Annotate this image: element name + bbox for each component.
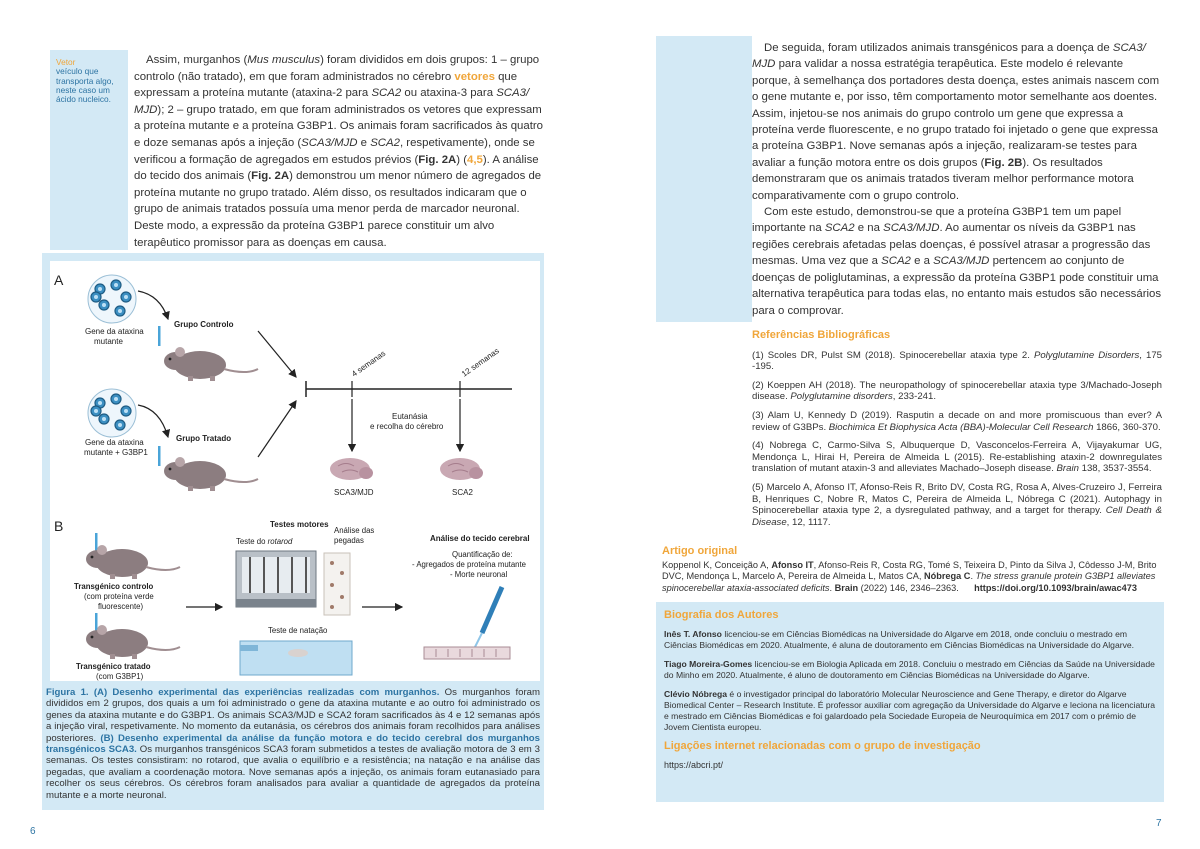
mouse-icon <box>86 545 180 579</box>
references-section <box>752 330 1162 535</box>
fig-ref: Fig. 2A <box>418 153 457 166</box>
virus-cluster-icon <box>88 389 136 437</box>
svg-text:Teste do rotarod: Teste do rotarod <box>236 537 293 546</box>
svg-text:Gene da ataxinamutante: Gene da ataxina mutante <box>85 327 144 346</box>
author-bio: Inês T. Afonso licenciou-se em Ciências Biomédicas na Universidade do Algarve em 2018, onde concluiu o mestrado em Ciências Biomédicas em 2020. Atualmente, é aluna de doutoramento em Ciências Biomédicas na Universidade do Algarve. <box>664 629 1135 650</box>
week-12-label: 12 semanas <box>459 346 501 379</box>
figure-box <box>42 253 544 810</box>
doi-link[interactable]: https://doi.org/10.1093/brain/awac473 <box>974 582 1137 593</box>
testes-motores-label: Testes motores <box>270 520 329 529</box>
author-bio: Clévio Nóbrega é o investigador principal do laboratório Molecular Neuroscience and Gene Therapy, e diretor do Algarve Biomedical Center – Research Institute. É professor auxiliar com agregação da Universidade do Algarve e leciona na licenciatura e mestrado em Ciências Biomédicas e foi galardoado pela Sociedade Europeia de Neuroquímica em 2017 com o prémio de Jovem Cientista europeu. <box>664 689 1156 732</box>
syringe-icon <box>158 446 161 466</box>
week-4-label: 4 semanas <box>349 348 388 379</box>
author-bio-box <box>656 602 1164 802</box>
intro-text: Assim, murganhos (Mus musculus) foram divididos em dois grupos: 1 – grupo controlo (não tratado), em que foram administrados no cérebro vetores que expressam a proteína mutante (ataxina-2 para SCA2 ou ataxina-3 para SCA3/ MJD); 2 – grupo tratado, em que foram administrados os vetores que expressam a proteína mutante e a proteína G3BP1. Os animais foram sacrificados às quatro e doze semanas após a injeção (SCA3/MJD e SCA2, respetivamente), onde se verificou a formação de agregados em estudos prévios (Fig. 2A) (4,5). A análise do tecido dos animais (Fig. 2A) demonstrou um menor número de agregados de proteína mutante no grupo tratado. Além disso, os resultados indicaram que o grupo de animais tratados possuía uma menor perda de marcador neuronal. Deste modo, a expressão da proteína G3BP1 parece constituir um alvo terapêutico promissor para as doenças em causa. <box>134 54 544 249</box>
swim-tank-icon <box>240 641 352 675</box>
group-website-link[interactable]: https://abcri.pt/ <box>664 760 724 770</box>
reference-item: (5) Marcelo A, Afonso IT, Afonso-Reis R, Brito DV, Costa RG, Rosa A, Alves-Cruzeiro J, Ferreira B, Henriques C, Nobre R, Matos C, Pereira de Almeida L, Nóbrega C (2021). Autophagy in Spinocerebellar ataxia type 2, a dysregulated pathway, and a target for therapy. Cell Death & Disease, 12, 1117. <box>752 481 1163 528</box>
bio-title: Biografia dos Autores <box>664 609 779 621</box>
brain-icon <box>330 458 373 480</box>
svg-text:(com G3BP1): (com G3BP1) <box>96 672 144 681</box>
page-number-left: 6 <box>30 826 36 837</box>
reference-item: (1) Scoles DR, Pulst SM (2018). Spinocerebellar ataxia type 2. Polyglutamine Disorders, 175 -195. <box>752 349 1163 373</box>
glossary-box <box>50 50 128 250</box>
fig-ref: Fig. 2B <box>984 156 1023 169</box>
original-article-section: Artigo original Koppenol K, Conceição A, Afonso IT, Afonso-Reis R, Costa RG, Tomé S, Teixeira D, Pinto da Silva J, Côdesso J-M, Brito DVC, Mendonça L, Marcelo A, Pereira de Almeida L, Matos CA, Nóbrega C. The stress granule protein G3BP1 alleviates spinocerebellar ataxia-associated deficits. Brain (2022) 146, 2346–2363. https://doi.org/10.1093/brain/awac473 <box>662 546 1160 594</box>
grupo-controlo-label: Grupo Controlo <box>174 320 234 329</box>
mouse-icon <box>86 625 180 659</box>
panel-a-label: A <box>54 272 64 288</box>
glossary-definition: veículo que transporta algo, neste caso um ácido nucleico. <box>56 66 114 105</box>
right-body-text: De seguida, foram utilizados animais transgénicos para a doença de SCA3/ MJD para validar a nossa estratégia terapêutica. Este modelo é relevante porque, à semelhança dos portadores desta doença, estes animais nascem com o gene mutante e, por isso, têm comportamento motor semelhante aos doentes. Assim, injetou-se nos animais do grupo controlo um gene que expressa a proteína verde fluorescente, e no grupo tratado foi injetado o gene que expressa a proteína G3BP1. Nove semanas após a injeção, realizaram-se testes para avaliar a função motora entre os dois grupos (Fig. 2B). Os resultados demonstraram que os animais tratados tiveram melhor performance motora comparativamente com o grupo controlo. Com este estudo, demonstrou-se que a proteína G3BP1 tem um papel importante na SCA2 e na SCA3/MJD. Ao aumentar os níveis da G3BP1 nas regiões cerebrais afetadas pelas doenças, é possível atrasar a progressão das mesmas. Uma vez que a SCA2 e a SCA3/MJD pertencem ao conjunto de doenças de poliglutaminas, a expressão da proteína G3BP1 pode constituir uma alternativa terapêutica para todas elas, no entanto mais estudos são necessários para o comprovar. <box>752 42 1162 317</box>
footprints-icon <box>324 553 350 615</box>
svg-text:Transgénico controlo: Transgénico controlo <box>74 582 154 591</box>
grupo-tratado-label: Grupo Tratado <box>176 434 232 443</box>
links-title: Ligações internet relacionadas com o grupo de investigação <box>664 740 981 752</box>
pipette-icon <box>474 587 502 649</box>
svg-text:(com proteína verdefluorescent: (com proteína verde fluorescente) <box>84 592 154 611</box>
original-article-title: Artigo original <box>662 545 738 557</box>
slide-plate-icon <box>424 647 510 659</box>
syringe-icon <box>158 326 161 346</box>
svg-text:Eutanásiae recolha do cérebro: Eutanásia e recolha do cérebro <box>370 412 444 431</box>
page-number-right: 7 <box>1156 818 1162 829</box>
reference-item: (3) Alam U, Kennedy D (2019). Rasputin a decade on and more promiscuous than ever? A review of G3BPs. Biochimica Et Biophysica Acta (BBA)-Molecular Cell Research 1866, 360-370. <box>752 409 1162 433</box>
svg-text:Gene da ataxinamutante + G3BP1: Gene da ataxina mutante + G3BP1 <box>84 438 148 457</box>
svg-text:Análise daspegadas: Análise das pegadas <box>334 526 375 545</box>
teste-natacao-label: Teste de natação <box>268 626 328 635</box>
svg-text:Quantificação de:- Agregados d: Quantificação de: - Agregados de proteína mutante - Morte neuronal <box>412 550 526 579</box>
glossary-term: Vetor <box>56 57 76 67</box>
figure-caption: Figura 1. (A) Desenho experimental das experiências realizadas com murganhos. Os murganhos foram divididos em 2 grupos, dos quais a um foi administrado o gene da ataxina mutante e ao outro foi administrado os genes da ataxina mutante e do G3BP1. Os animais SCA3/MJD e SCA2 foram sacrificados às 4 e 12 semanas após a injeção viral, respetivamente. No momento da eutanásia, os cérebros dos animais foram recolhidos para análises posteriores. (B) Desenho experimental da análise da função motora e do tecido cerebral dos murganhos transgénicos SCA3. Os murganhos transgénicos SCA3 foram submetidos a testes de avaliação motora de 3 em 3 semanas. Os testes consistiram: no rotarod, que avalia o equilíbrio e a resistência; na natação e na análise das pegadas, que avaliam a coordenação motora. Nove semanas após a injeção, os animais foram eutanasiado para recolher os seus cérebros. Os cérebros foram analisados para avaliar a quantidade de agregados da proteína mutante e a morte neuronal. <box>46 687 540 801</box>
sca3mjd-label: SCA3/MJD <box>334 488 374 497</box>
sca2-label: SCA2 <box>452 488 473 497</box>
panel-b-label: B <box>54 518 64 534</box>
figure-illustration <box>50 261 540 681</box>
citation-ref: 4,5 <box>467 153 483 166</box>
virus-cluster-icon <box>88 275 136 323</box>
reference-item: (4) Nobrega C, Carmo-Silva S, Albuquerque D, Vasconcelos-Ferreira A, Vijayakumar UG, Mendonça L, Hirai H, Pereira de Almeida L (2015). Re-establishing ataxin-2 downregulates translation of mutant ataxin-3 and alleviates Machado–Joseph disease. Brain 138, 3537-3554. <box>752 440 1162 475</box>
rotarod-icon <box>236 551 316 607</box>
analise-tecido-label: Análise do tecido cerebral <box>430 534 530 543</box>
references-title: Referências Bibliográficas <box>752 329 891 341</box>
author-bio: Tiago Moreira-Gomes licenciou-se em Biologia Aplicada em 2018. Concluiu o mestrado em Ciências da Saúde na Universidade do Minho em 2020. Atualmente, é aluno de doutoramento em Ciências Biomédicas na Universidade do Algarve. <box>664 659 1155 680</box>
mouse-icon <box>164 347 258 381</box>
brain-icon <box>440 458 483 480</box>
vetores-keyword: vetores <box>454 70 495 83</box>
fig-ref: Fig. 2A <box>251 170 290 183</box>
reference-item: (2) Koeppen AH (2018). The neuropathology of spinocerebellar ataxia type 3/Machado-Joseph disease. Polyglutamine disorders, 233-241. <box>752 379 1162 403</box>
svg-text:Transgénico tratado: Transgénico tratado <box>76 662 151 671</box>
mouse-icon <box>164 457 258 491</box>
